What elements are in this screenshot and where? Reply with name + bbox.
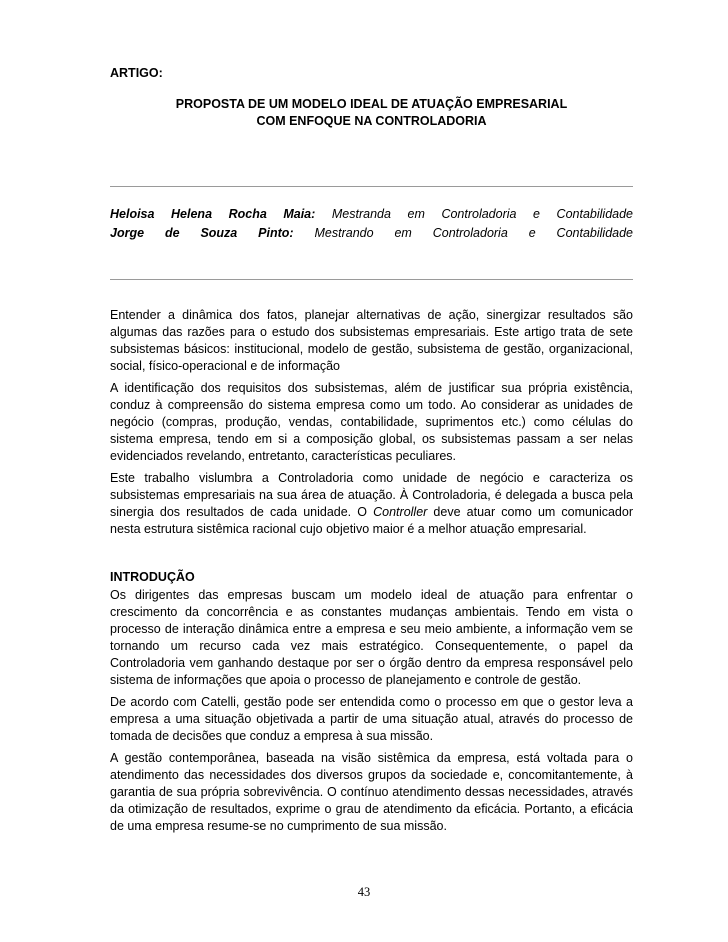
author-list	[110, 205, 633, 243]
page-number: 43	[357, 885, 371, 899]
author-role: Mestranda em Controladoria e Contabilidade	[331, 207, 634, 221]
top-divider	[110, 186, 633, 187]
introduction-heading: INTRODUÇÃO	[110, 570, 195, 584]
controller-term: Controller	[373, 505, 428, 519]
author-entry	[110, 224, 633, 243]
author-name: Heloisa Helena Rocha Maia:	[110, 207, 316, 221]
abstract-paragraph-3	[110, 470, 633, 538]
introduction-paragraph-3: A gestão contemporânea, baseada na visão sistêmica da empresa, está voltada para o atendimento das necessidades dos diversos grupos da sociedade e, concomitantemente, à garantia de sua própria sobrevivência. O contínuo atendimento dessas necessidades, através da otimização de resultados, exprime o grau de atendimento da eficácia. Portanto, a eficácia de uma empresa resume-se no cumprimento de sua missão.	[110, 751, 633, 833]
bottom-divider	[110, 279, 633, 280]
article-label: ARTIGO:	[110, 66, 163, 80]
author-role: Mestrando em Controladoria e Contabilidade	[314, 226, 633, 240]
abstract-paragraph-1: Entender a dinâmica dos fatos, planejar alternativas de ação, sinergizar resultados são algumas das razões para o estudo dos subsistemas empresariais. Este artigo trata de sete subsistemas básicos: institucional, modelo de gestão, subsistema de gestão, organizacional, social, físico-operacional e de informação	[110, 308, 633, 373]
article-title-line-2: COM ENFOQUE NA CONTROLADORIA	[256, 114, 487, 128]
introduction-paragraph-2: De acordo com Catelli, gestão pode ser entendida como o processo em que o gestor leva a empresa a uma situação objetivada a partir de uma situação atual, através do processo de tomada de decisões que conduz a empresa à sua missão.	[110, 695, 633, 743]
introduction-section	[110, 569, 633, 840]
abstract-text: Este trabalho vislumbra a Controladoria como unidade de negócio e caracteriza os subsistemas empresariais na sua área de atuação. À Controladoria, é delegada a busca pela sinergia dos resultados de cada unidade. O	[110, 471, 633, 519]
article-title-line-1: PROPOSTA DE UM MODELO IDEAL DE ATUAÇÃO EMPRESARIAL	[175, 97, 568, 111]
article-title	[110, 96, 633, 130]
author-entry	[110, 205, 633, 224]
abstract-paragraph-2: A identificação dos requisitos dos subsistemas, além de justificar sua própria existência, conduz à compreensão do sistema empresa como um todo. Ao considerar as unidades de negócio (compras, produção, vendas, contabilidade, suprimentos etc.) como células do sistema empresa, tendo em si a composição global, os subsistemas passam a ser nelas evidenciados revelando, entretanto, características peculiares.	[110, 381, 633, 463]
abstract-text: deve atuar como um comunicador nesta estrutura sistêmica racional cujo objetivo maior é a melhor atuação empresarial.	[110, 505, 633, 536]
abstract	[110, 307, 633, 543]
author-name: Jorge de Souza Pinto:	[110, 226, 294, 240]
introduction-paragraph-1: Os dirigentes das empresas buscam um modelo ideal de atuação para enfrentar o crescimento da concorrência e as constantes mudanças ambientais. Tendo em vista o processo de interação dinâmica entre a empresa e seu meio ambiente, a informação vem se tornando um recurso cada vez mais estratégico. Consequentemente, o papel da Controladoria vem ganhando destaque por ser o órgão dentro da empresa responsável pelo sistema de informações que apoia o processo de planejamento e controle de gestão.	[110, 588, 633, 687]
